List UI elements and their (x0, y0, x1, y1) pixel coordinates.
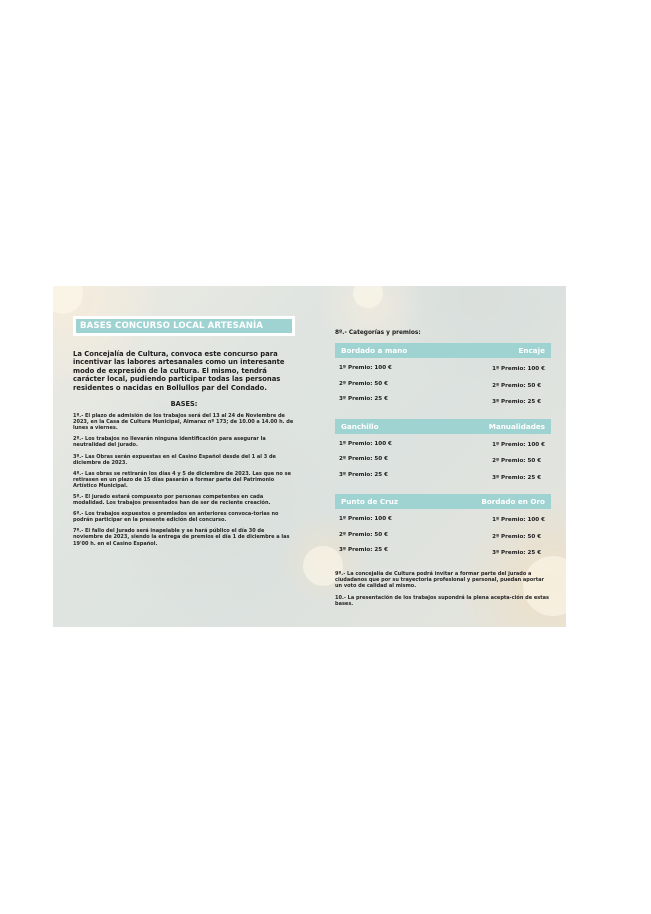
prize-list (339, 515, 392, 565)
category-band (335, 343, 551, 358)
rule-item: 5º.- El jurado estará compuesto por personas competentes en cada modalidad. Los trabajos presentados han de ser de reciente creación. (73, 493, 271, 507)
category-pair (335, 419, 551, 490)
prize-line: 2º Premio: 50 € (339, 456, 389, 462)
rule-item: 3º.- Las Obras serán expuestas en el Casino Español desde del 1 al 3 de diciembre de 2023. (73, 453, 276, 466)
rule-item: 6º.- Los trabajos expuestos o premiados en anteriores convoca-torias no podrán participar en la presente edición del concurso. (73, 511, 279, 524)
prize-line: 3º Premio: 25 € (492, 550, 542, 556)
prize-line: 3º Premio: 25 € (339, 547, 389, 553)
prize-list (492, 364, 545, 414)
prize-grid (335, 509, 551, 565)
prize-line: 1º Premio: 100 € (492, 441, 545, 448)
categories-heading: 8º.- Categorías y premios: (335, 330, 421, 336)
prize-line: 3º Premio: 25 € (492, 474, 542, 481)
note-item: 10.- La presentación de los trabajos supondrá la plena acepta-ción de estas bases. (335, 594, 549, 607)
category-name: Bordado a mano (341, 346, 408, 355)
prize-list (339, 440, 392, 490)
prize-list (492, 440, 545, 490)
rules-column (73, 316, 295, 547)
category-pair (335, 494, 551, 565)
prize-line: 3º Premio: 25 € (339, 396, 389, 402)
prize-line: 1º Premio: 100 € (492, 366, 545, 372)
category-pair (335, 343, 551, 414)
rule-item: 4º.- Las obras se retirarán los días 4 y 5 de diciembre de 2023. Las que no se retirasen en un plazo de 15 días pasarán a formar parte del Patrimonio Artístico Municipal. (73, 470, 291, 489)
category-name: Bordado en Oro (481, 497, 545, 506)
prize-line: 1º Premio: 100 € (339, 516, 392, 522)
rule-item: 7º.- El fallo del Jurado será inapelable y se hará público el día 30 de noviembre de 2023, siendo la entrega de premios el día 1 de diciembre a las 19'00 h. en el Casino Español. (73, 528, 290, 547)
category-name: Encaje (518, 346, 545, 355)
prize-line: 3º Premio: 25 € (339, 471, 389, 478)
prize-line: 2º Premio: 50 € (492, 382, 542, 389)
intro-paragraph: La Concejalía de Cultura, convoca este concurso para incentivar las labores artesanales como un interesante modo de expresión de la cultura. El mismo, tendrá carácter local, pudiendo participar todas las personas residentes o nacidas en Bollullos par del Condado. (73, 350, 285, 392)
flyer-title: BASES CONCURSO LOCAL ARTESANÍA (73, 316, 295, 336)
prize-line: 3º Premio: 25 € (492, 399, 542, 405)
prize-grid (335, 434, 551, 490)
contest-flyer (53, 286, 566, 627)
category-name: Manualidades (488, 421, 545, 431)
prize-line: 2º Premio: 50 € (492, 458, 542, 464)
prize-line: 2º Premio: 50 € (339, 380, 389, 387)
prize-grid (335, 358, 551, 414)
category-name: Punto de Cruz (341, 497, 399, 506)
prize-line: 1º Premio: 100 € (339, 365, 392, 371)
prize-line: 2º Premio: 50 € (492, 533, 542, 540)
category-name: Ganchillo (341, 421, 379, 431)
note-item: 9º.- La concejalía de Cultura podrá invitar a formar parte del jurado a ciudadanos que por su trayectoria profesional y personal, puedan aportar un voto de calidad al mismo. (335, 570, 544, 589)
category-band (335, 419, 551, 434)
bases-heading: BASES: (170, 400, 198, 409)
prize-line: 1º Premio: 100 € (339, 440, 392, 447)
rule-item: 1º.- El plazo de admisión de los trabajos será del 13 al 24 de Noviembre de 2023, en la Casa de Cultura Municipal, Almaraz nº 173; de 10.00 a 14.00 h. de lunes a viernes. (73, 413, 294, 432)
prize-list (492, 515, 545, 565)
prize-line: 1º Premio: 100 € (492, 517, 545, 523)
prize-line: 2º Premio: 50 € (339, 531, 389, 538)
rule-item: 2º.- Los trabajos no llevarán ninguna identificación para asegurar la neutralidad del jurado. (73, 436, 266, 449)
prizes-column (335, 330, 551, 607)
category-band (335, 494, 551, 509)
prize-list (339, 364, 392, 414)
